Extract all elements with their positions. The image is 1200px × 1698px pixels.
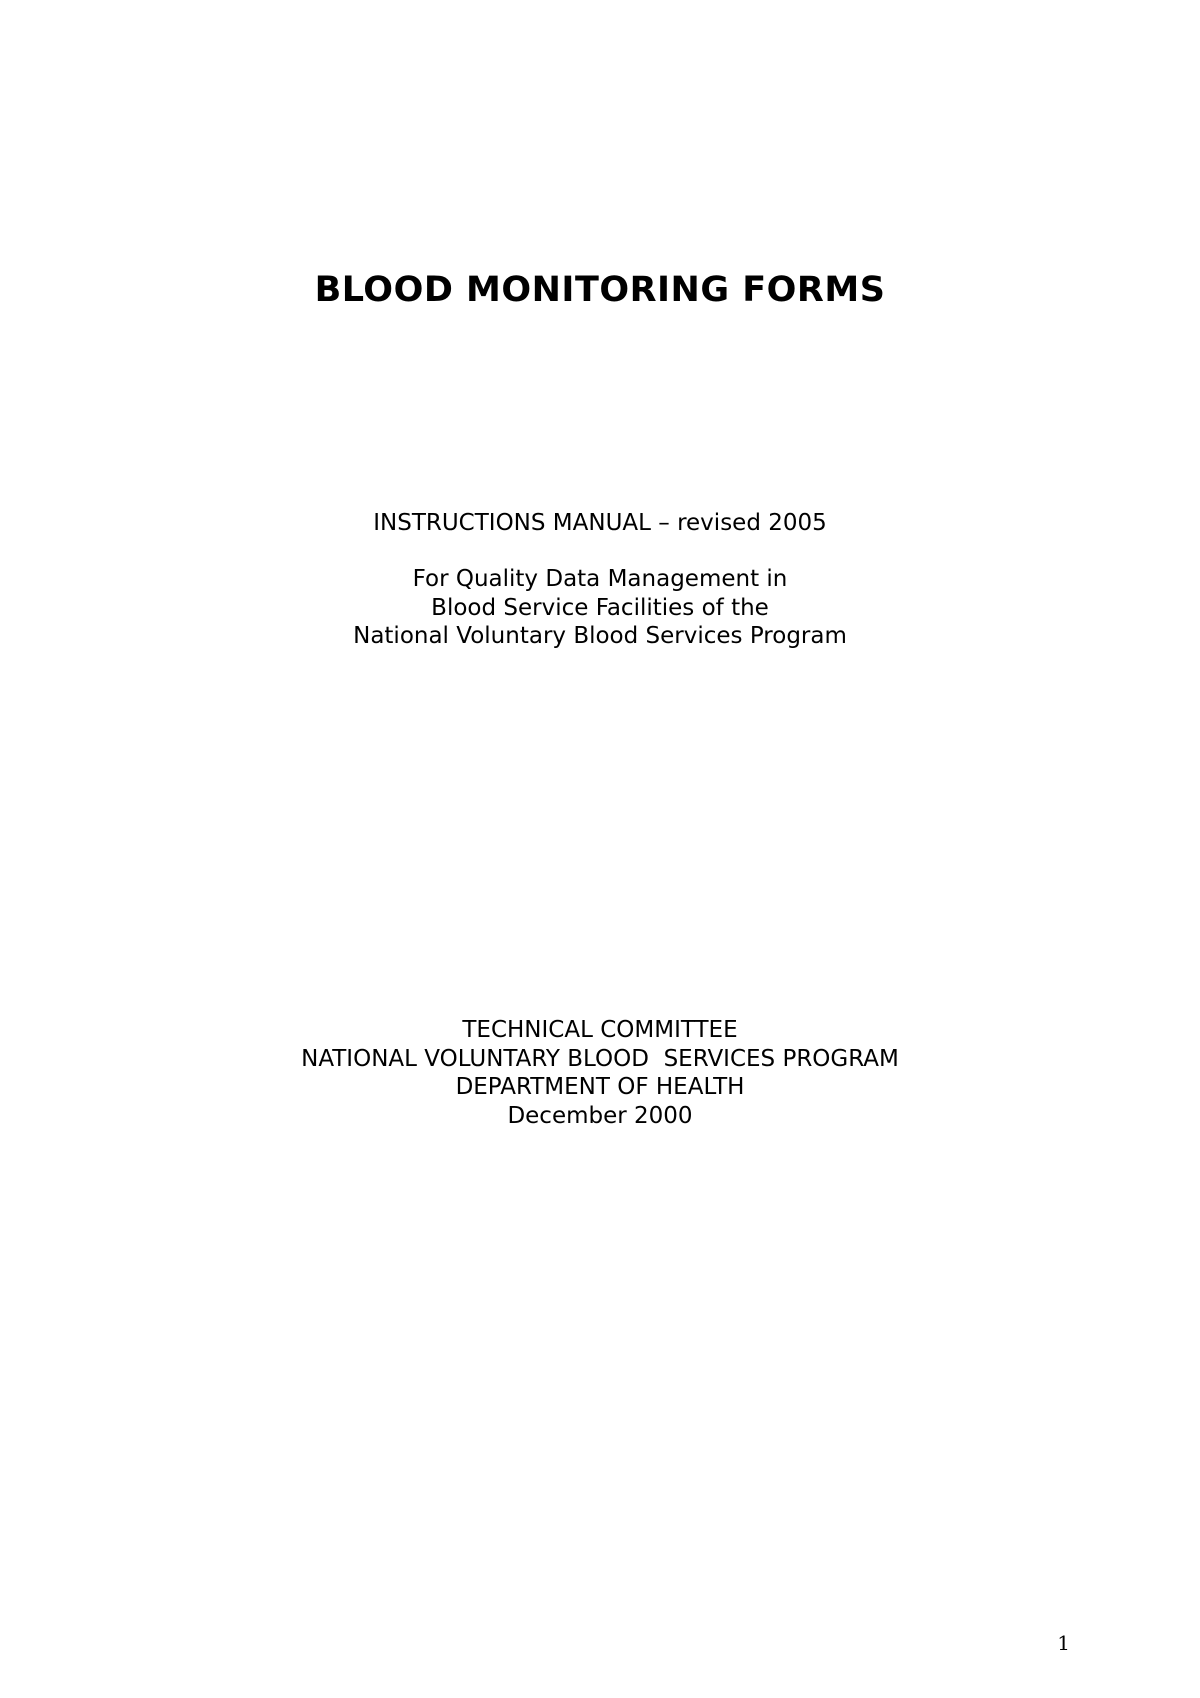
publication-date: December 2000	[507, 1102, 693, 1129]
purpose-line-1: For Quality Data Management in	[412, 566, 788, 592]
authoring-credits	[0, 1016, 1200, 1130]
page-number: 1	[1057, 1631, 1070, 1655]
department-name: DEPARTMENT OF HEALTH	[455, 1074, 745, 1100]
subtitle-line: INSTRUCTIONS MANUAL – revised 2005	[373, 510, 827, 536]
purpose-line-3: National Voluntary Blood Services Program	[353, 623, 847, 649]
purpose-statement	[0, 565, 1200, 651]
program-name: NATIONAL VOLUNTARY BLOOD SERVICES PROGRAM	[301, 1045, 899, 1072]
manual-subtitle	[0, 509, 1200, 538]
committee-name: TECHNICAL COMMITTEE	[462, 1017, 738, 1043]
document-title: BLOOD MONITORING FORMS	[314, 270, 886, 310]
purpose-line-2: Blood Service Facilities of the	[431, 594, 769, 621]
